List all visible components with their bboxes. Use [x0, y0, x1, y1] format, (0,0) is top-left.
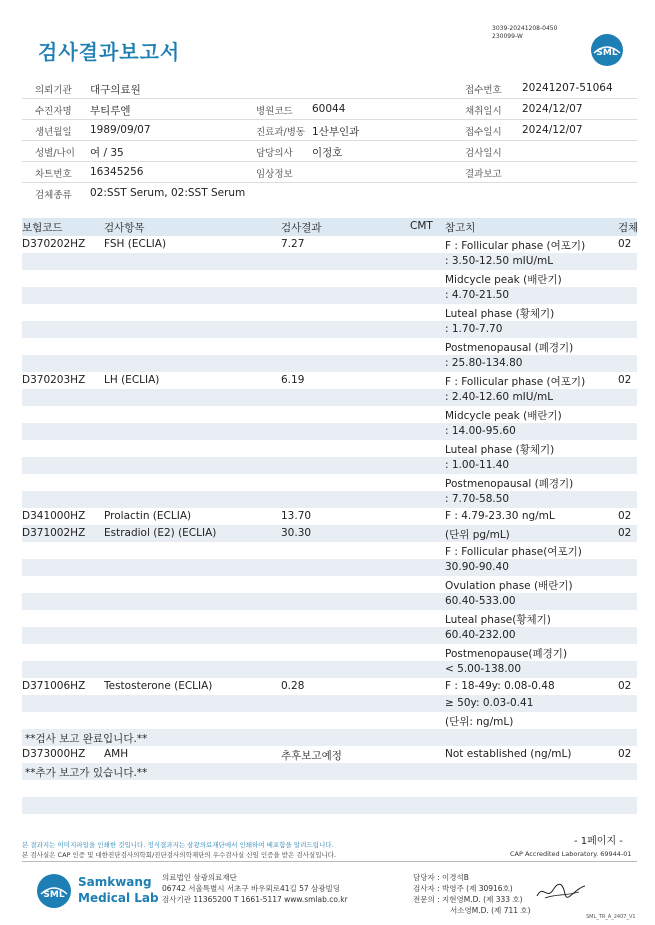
- lab-street-address: 06742 서울특별시 서초구 바우뫼로41길 57 삼광빌딩: [162, 884, 341, 893]
- cell-reference: 60.40-232.00: [445, 629, 516, 641]
- cell-reference: ≥ 50y: 0.03-0.41: [445, 697, 534, 709]
- cell-reference: : 25.80-134.80: [445, 357, 523, 369]
- cell-reference: Luteal phase (황체기): [445, 308, 555, 320]
- doc-code-line-2: 230099-W: [492, 33, 523, 40]
- cell-test-item: Estradiol (E2) (ECLIA): [104, 527, 217, 539]
- lab-address: [162, 872, 348, 905]
- table-row: [22, 763, 637, 780]
- cell-reference: < 5.00-138.00: [445, 663, 522, 675]
- table-row: [22, 491, 637, 508]
- value-receipt-date: 2024/12/07: [522, 124, 583, 136]
- cell-reference: : 7.70-58.50: [445, 493, 510, 505]
- table-row: [22, 253, 637, 270]
- header-reference: 참고치: [445, 222, 476, 234]
- label-chart-no: 차트번호: [35, 169, 72, 180]
- cell-specimen: 02: [618, 748, 632, 760]
- table-row: [22, 661, 637, 678]
- cell-test-item: Testosterone (ECLIA): [104, 680, 213, 692]
- staff-list: [413, 872, 531, 916]
- cell-reference: Midcycle peak (배란기): [445, 410, 562, 422]
- staff-specialist-2: 서소영M.D. (제 711 호): [450, 906, 531, 915]
- cell-reference: : 1.70-7.70: [445, 323, 503, 335]
- lab-foundation-name: 의료법인 삼광의료재단: [162, 873, 237, 882]
- accreditation-notice: 본 검사실은 CAP 인증 및 대한진단검사의학회/진단검사의학재단의 우수검사실 신임 인증을 받은 검사실입니다.: [22, 851, 337, 859]
- cap-accreditation: CAP Accredited Laboratory. 69944-01: [510, 850, 632, 858]
- value-collection-date: 2024/12/07: [522, 103, 583, 115]
- footer-divider: [22, 861, 637, 862]
- label-hospital-code: 병원코드: [256, 106, 293, 117]
- brand-name-line-1: Samkwang: [78, 875, 152, 889]
- label-result-report: 결과보고: [465, 169, 502, 180]
- cell-specimen: 02: [618, 238, 632, 250]
- table-row: [22, 746, 637, 763]
- footer-logo-text: SML: [43, 890, 65, 900]
- results-table-header: [22, 218, 637, 236]
- label-collection-date: 채취일시: [465, 106, 502, 117]
- table-row: [22, 542, 637, 559]
- cell-reference: Luteal phase(황체기): [445, 614, 551, 626]
- patient-info: [22, 78, 637, 204]
- cell-note: **추가 보고가 있습니다.**: [25, 767, 148, 779]
- cell-test-item: LH (ECLIA): [104, 374, 160, 386]
- table-row: [22, 389, 637, 406]
- form-version: SML_TR_A_2407_V1: [586, 914, 636, 920]
- image-print-notice: 본 결과지는 이미지파일을 인쇄한 것입니다. 정식결과지는 삼광의료재단에서 인쇄하여 배포함을 알려드립니다.: [22, 841, 334, 849]
- table-row: [22, 508, 637, 525]
- cell-reference: : 3.50-12.50 mIU/mL: [445, 255, 554, 267]
- cell-result: 7.27: [281, 238, 305, 250]
- signature-icon: [535, 880, 587, 904]
- label-department: 진료과/병동: [256, 127, 306, 138]
- cell-specimen: 02: [618, 527, 632, 539]
- label-birth-date: 생년월일: [35, 127, 72, 138]
- label-test-date: 검사일시: [465, 148, 502, 159]
- cell-reference: : 4.70-21.50: [445, 289, 510, 301]
- table-row: [22, 287, 637, 304]
- header-result: 검사결과: [281, 222, 322, 234]
- table-row: [22, 236, 637, 253]
- table-row: [22, 780, 637, 797]
- header-insurance-code: 보험코드: [22, 222, 63, 234]
- cell-result: 0.28: [281, 680, 305, 692]
- table-row: [22, 593, 637, 610]
- logo-text: SML: [596, 48, 618, 58]
- table-row: [22, 610, 637, 627]
- info-row: [22, 141, 637, 162]
- table-row: [22, 321, 637, 338]
- cell-reference: : 2.40-12.60 mIU/mL: [445, 391, 554, 403]
- value-patient-name: 부티루엔: [90, 105, 131, 117]
- value-sex-age: 여 / 35: [90, 147, 124, 159]
- cell-insurance-code: D341000HZ: [22, 510, 86, 522]
- cell-reference: Postmenopausal (폐경기): [445, 342, 574, 354]
- table-row: [22, 797, 637, 814]
- cell-reference: F : Follicular phase (여포기): [445, 376, 586, 388]
- report-title: 검사결과보고서: [38, 40, 181, 64]
- cell-insurance-code: D373000HZ: [22, 748, 86, 760]
- cell-reference: Ovulation phase (배란기): [445, 580, 573, 592]
- value-doctor: 이정호: [312, 147, 343, 159]
- value-requester: 대구의료원: [90, 84, 141, 96]
- info-row: [22, 99, 637, 120]
- table-row: [22, 814, 637, 831]
- info-row: [22, 162, 637, 183]
- cell-reference: Not established (ng/mL): [445, 748, 572, 760]
- staff-manager: 담당자 : 이경석B: [413, 873, 469, 882]
- cell-reference: Postmenopause(폐경기): [445, 648, 568, 660]
- cell-reference: 60.40-533.00: [445, 595, 516, 607]
- cell-test-item: AMH: [104, 748, 129, 760]
- doc-code-line-1: 3039-20241208-0450: [492, 25, 558, 32]
- cell-reference: 30.90-90.40: [445, 561, 509, 573]
- cell-test-item: FSH (ECLIA): [104, 238, 167, 250]
- cell-reference: Luteal phase (황체기): [445, 444, 555, 456]
- cell-insurance-code: D370202HZ: [22, 238, 86, 250]
- table-row: [22, 355, 637, 372]
- value-specimen-type: 02:SST Serum, 02:SST Serum: [90, 187, 246, 199]
- cell-reference: (단위: ng/mL): [445, 716, 514, 728]
- cell-reference: F : 18-49y: 0.08-0.48: [445, 680, 555, 692]
- brand-name-line-2: Medical Lab: [78, 891, 159, 905]
- info-row: [22, 183, 637, 204]
- cell-reference: : 1.00-11.40: [445, 459, 510, 471]
- cell-specimen: 02: [618, 374, 632, 386]
- label-doctor: 담당의사: [256, 148, 293, 159]
- table-row: [22, 559, 637, 576]
- cell-reference: Midcycle peak (배란기): [445, 274, 562, 286]
- info-row: [22, 78, 637, 99]
- cell-insurance-code: D370203HZ: [22, 374, 86, 386]
- value-receipt-no: 20241207-51064: [522, 82, 613, 94]
- cell-reference: F : Follicular phase(여포기): [445, 546, 582, 558]
- table-row: [22, 627, 637, 644]
- table-row: [22, 678, 637, 695]
- staff-tester: 검사자 : 박영주 (제 30916호): [413, 884, 513, 893]
- lab-contact: 검사기관 11365200 T 1661-5117 www.smlab.co.kr: [162, 895, 348, 904]
- cell-result: 13.70: [281, 510, 312, 522]
- info-row: [22, 120, 637, 141]
- cell-reference: F : Follicular phase (여포기): [445, 240, 586, 252]
- table-row: [22, 270, 637, 287]
- header-specimen: 검체: [618, 222, 639, 234]
- table-row: [22, 712, 637, 729]
- header-test-item: 검사항목: [104, 222, 145, 234]
- value-chart-no: 16345256: [90, 166, 144, 178]
- sml-footer-logo-icon: [36, 873, 72, 909]
- label-sex-age: 성별/나이: [35, 148, 75, 159]
- results-table-body: [22, 236, 637, 831]
- cell-reference: F : 4.79-23.30 ng/mL: [445, 510, 555, 522]
- cell-specimen: 02: [618, 680, 632, 692]
- cell-specimen: 02: [618, 510, 632, 522]
- staff-specialist-1: 전문의 : 지현영M.D. (제 333 호): [413, 895, 523, 904]
- label-receipt-no: 접수번호: [465, 85, 502, 96]
- label-requester: 의뢰기관: [35, 85, 72, 96]
- header-cmt: CMT: [410, 220, 433, 232]
- table-row: [22, 304, 637, 321]
- value-birth-date: 1989/09/07: [90, 124, 151, 136]
- table-row: [22, 729, 637, 746]
- cell-insurance-code: D371002HZ: [22, 527, 86, 539]
- page-number: - 1페이지 -: [574, 836, 623, 847]
- label-clinical-info: 임상정보: [256, 169, 293, 180]
- table-row: [22, 457, 637, 474]
- sml-logo-icon: [590, 33, 624, 67]
- table-row: [22, 576, 637, 593]
- cell-reference: : 14.00-95.60: [445, 425, 516, 437]
- cell-result: 추후보고예정: [281, 750, 342, 762]
- table-row: [22, 695, 637, 712]
- label-patient-name: 수진자명: [35, 106, 72, 117]
- table-row: [22, 406, 637, 423]
- table-row: [22, 440, 637, 457]
- label-receipt-date: 접수일시: [465, 127, 502, 138]
- value-hospital-code: 60044: [312, 103, 346, 115]
- cell-result: 6.19: [281, 374, 305, 386]
- value-department: 1산부인과: [312, 126, 360, 138]
- cell-test-item: Prolactin (ECLIA): [104, 510, 192, 522]
- cell-insurance-code: D371006HZ: [22, 680, 86, 692]
- label-specimen-type: 검체종류: [35, 190, 72, 201]
- document-code: [492, 25, 557, 41]
- table-row: [22, 372, 637, 389]
- cell-reference: (단위 pg/mL): [445, 529, 510, 541]
- table-row: [22, 474, 637, 491]
- cell-reference: Postmenopausal (폐경기): [445, 478, 574, 490]
- table-row: [22, 338, 637, 355]
- cell-result: 30.30: [281, 527, 312, 539]
- cell-note: **검사 보고 완료입니다.**: [25, 733, 148, 745]
- table-row: [22, 525, 637, 542]
- table-row: [22, 423, 637, 440]
- table-row: [22, 644, 637, 661]
